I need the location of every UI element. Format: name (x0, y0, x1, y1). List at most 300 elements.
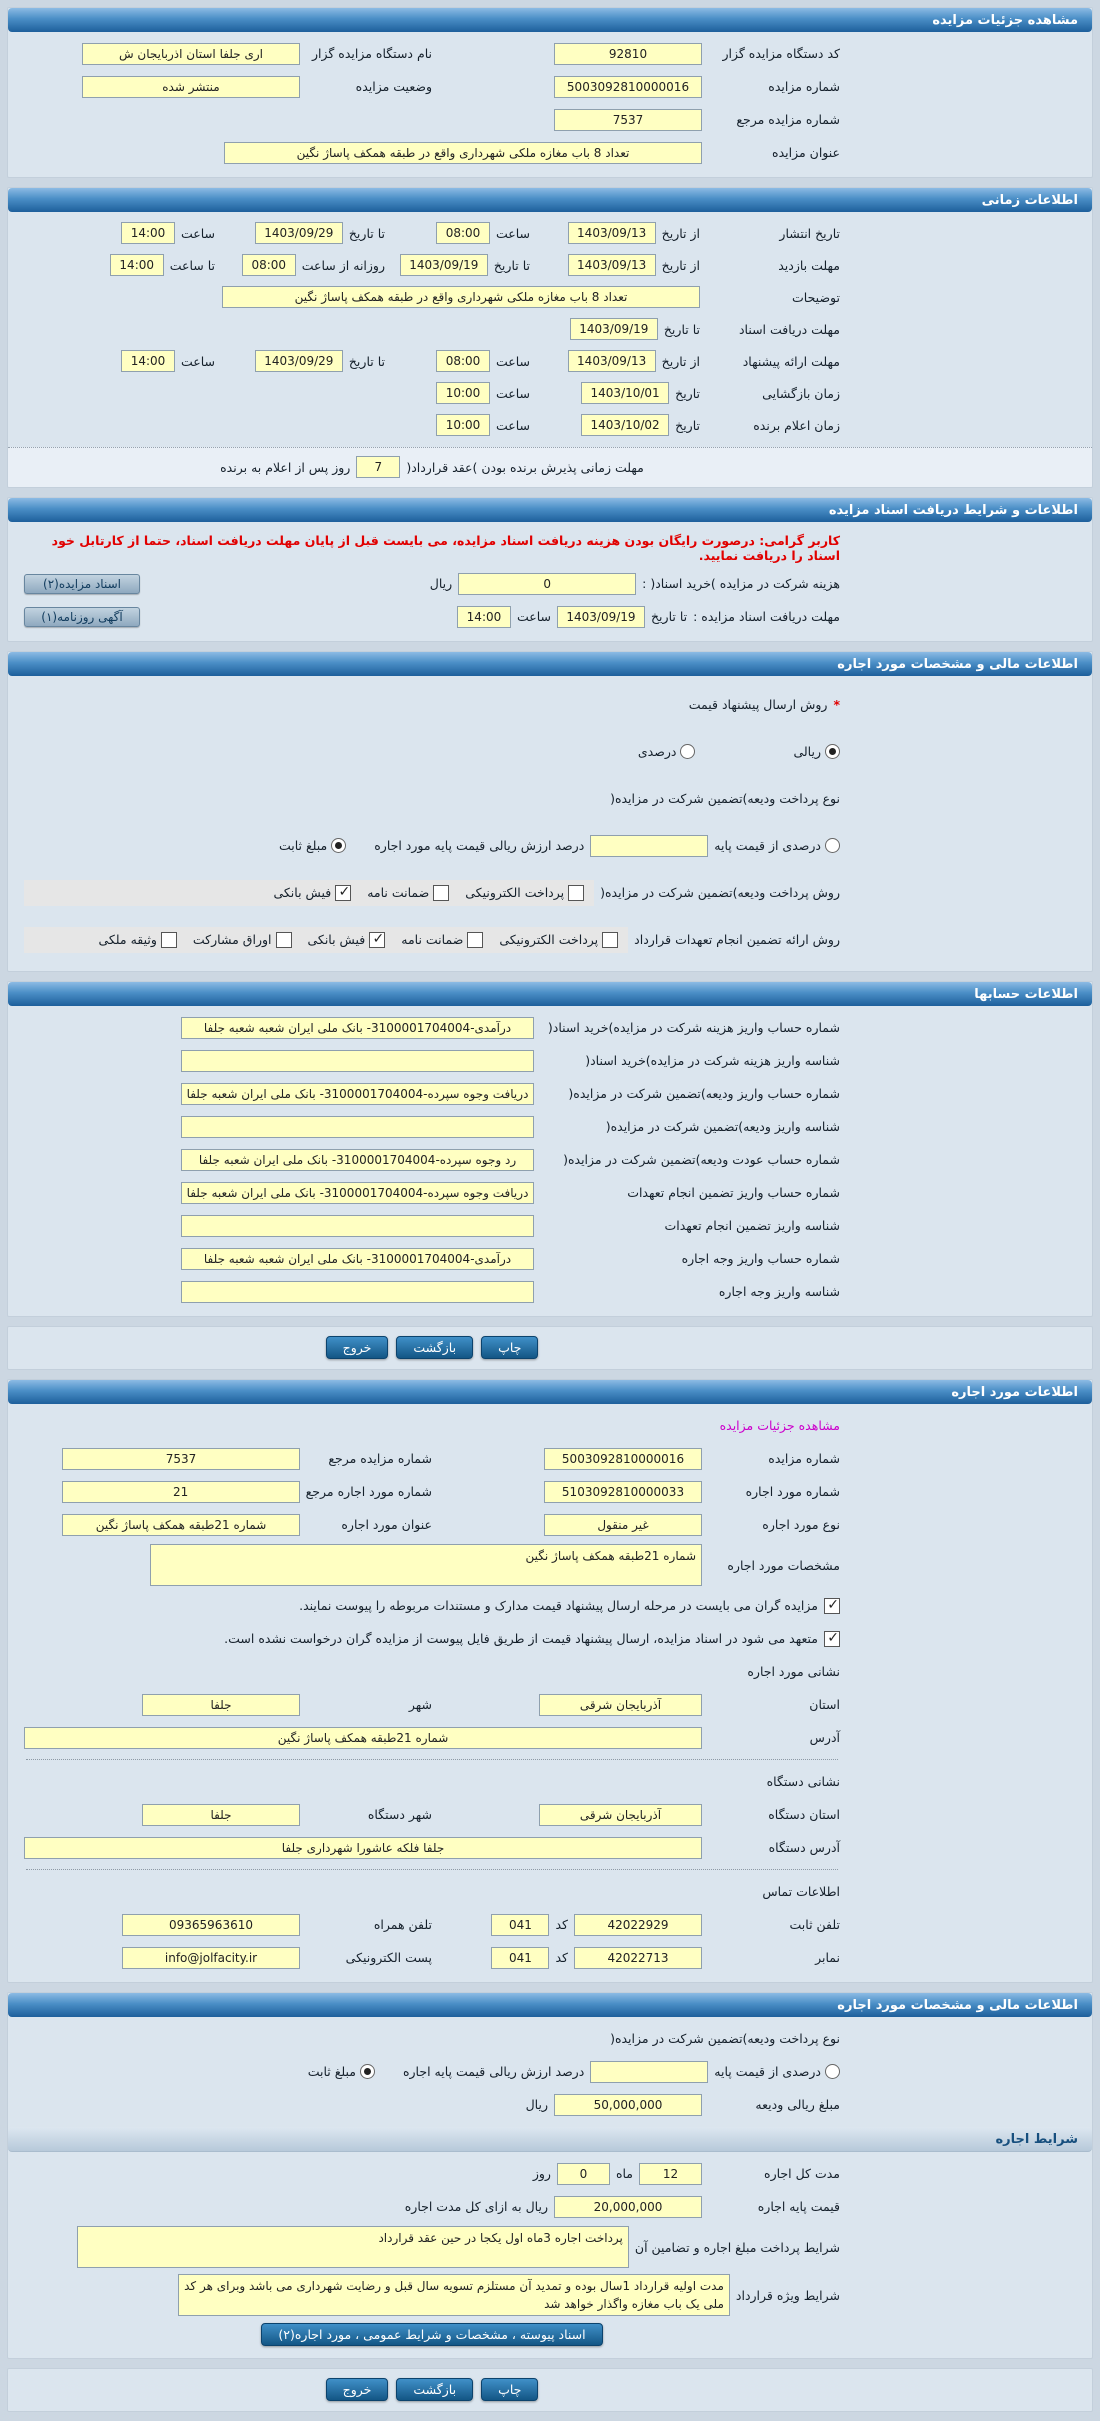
daily-from-time-label: روزانه از ساعت (301, 257, 385, 273)
rental-auction-number-input[interactable] (544, 1448, 702, 1470)
rental-type-label: نوع مورد اجاره (762, 1517, 840, 1532)
timing-title: اطلاعات زمانی (981, 192, 1078, 208)
deposit-amount-label: مبلغ ریالی ودیعه (755, 2097, 840, 2112)
account-value-input[interactable] (181, 1281, 534, 1303)
deposit-type-row (18, 775, 846, 822)
price-method-label: روش ارسال پیشنهاد قیمت (688, 697, 828, 712)
timing-header (8, 188, 1092, 212)
no-file-request-checkbox[interactable] (824, 1631, 840, 1647)
rental-title-field (24, 1514, 432, 1536)
rental-item-ref-label: شماره مورد اجاره مرجع (305, 1484, 432, 1499)
participation-bonds-label: اوراق مشارکت (192, 932, 272, 947)
to-date-label: تا تاریخ (663, 321, 700, 337)
time-label: ساعت (180, 353, 215, 369)
account-value-input[interactable] (181, 1050, 534, 1072)
percent-of-base-label: درصدی از قیمت پایه (714, 2064, 821, 2079)
winner-date-input[interactable] (581, 414, 669, 436)
time-label: ساعت (495, 417, 530, 433)
publish-to-date-input[interactable] (255, 222, 343, 244)
publish-from-date-input[interactable] (568, 222, 656, 244)
bottom-actions-band (7, 2368, 1093, 2412)
fax-row (18, 1941, 846, 1974)
accounts-section (7, 981, 1093, 1317)
lease-terms-header (8, 2127, 1092, 2152)
epay-checkbox[interactable] (602, 932, 618, 948)
price-method-options-row (18, 728, 846, 775)
rial-radio[interactable] (825, 744, 840, 759)
account-value-input[interactable] (181, 1116, 534, 1138)
deposit-payment-method-row (18, 869, 846, 916)
rental-auction-number-label: شماره مزایده (768, 1451, 840, 1466)
deposit-amount-unit: ریال (525, 2097, 548, 2112)
print-button-bottom[interactable]: چاپ (481, 2378, 538, 2401)
timing-body (18, 217, 846, 441)
rental-city-field (24, 1694, 432, 1716)
rental-financial-section (7, 1992, 1093, 2359)
account-row (18, 1176, 846, 1209)
documents-title: اطلاعات و شرایط دریافت اسناد مزایده (828, 502, 1078, 518)
participation-bonds-checkbox[interactable] (276, 932, 292, 948)
documents-header (8, 498, 1092, 522)
payment-terms-textarea[interactable] (77, 2226, 629, 2268)
opening-time-input[interactable] (436, 382, 490, 404)
auction-number-row (18, 70, 846, 103)
months-label: ماه (615, 2166, 633, 2181)
account-row (18, 1044, 846, 1077)
deposit-type-label: نوع پرداخت ودیعه)تضمین شرکت در مزایده( (610, 2031, 840, 2046)
auction-documents-button[interactable]: اسناد مزایده(۲) (24, 574, 140, 594)
special-terms-label: شرایط ویژه قرارداد (735, 2287, 840, 2303)
fax-label: نمابر (815, 1950, 840, 1965)
org-address-section-label: نشانی دستگاه (766, 1774, 840, 1789)
acceptance-label: مهلت زمانی پذیرش برنده بودن )عقد قرارداد( (406, 459, 644, 475)
rental-auction-ref-field (24, 1448, 432, 1470)
lease-months-input[interactable] (639, 2163, 702, 2185)
to-date-label: تا تاریخ (493, 257, 530, 273)
org-province-row (18, 1798, 846, 1831)
org-address-label: آدرس دستگاه (768, 1840, 840, 1855)
auction-details-page (7, 7, 1093, 2412)
account-value-input[interactable] (181, 1248, 534, 1270)
view-auction-details-link[interactable]: مشاهده جزئیات مزایده (719, 1418, 840, 1433)
financial-header (8, 652, 1092, 676)
bank-receipt-checkbox[interactable] (369, 932, 385, 948)
time-label: ساعت (495, 353, 530, 369)
offer-from-time-input[interactable] (436, 350, 490, 372)
rental-item-number-input[interactable] (544, 1481, 702, 1503)
lease-terms-title: شرایط اجاره (995, 2131, 1078, 2147)
special-terms-row (18, 2271, 846, 2319)
fixed-amount-option (308, 2064, 375, 2079)
bank-receipt-option (308, 932, 386, 948)
documents-body (18, 527, 846, 633)
visit-from-date-input[interactable] (568, 254, 656, 276)
description-label: توضیحات (792, 289, 840, 305)
guarantee-letter-option (367, 885, 449, 901)
percent-option-label: درصدی (637, 744, 677, 759)
account-row (18, 1209, 846, 1242)
contact-section-label: اطلاعات تماس (762, 1884, 840, 1899)
org-province-input[interactable] (539, 1804, 702, 1826)
rental-item-body (18, 1409, 846, 1974)
contract-guarantee-options-strip (24, 927, 628, 953)
rental-title-label: عنوان مورد اجاره (341, 1517, 432, 1532)
rental-item-ref-input[interactable] (62, 1481, 300, 1503)
publish-from-time-input[interactable] (436, 222, 490, 244)
rental-address-section-row (18, 1655, 846, 1688)
rental-type-input[interactable] (544, 1514, 702, 1536)
auction-details-body (18, 37, 846, 169)
payment-terms-row (18, 2223, 846, 2271)
deadline-date-input[interactable] (557, 606, 645, 628)
device-name-input[interactable] (82, 43, 300, 65)
rental-city-input[interactable] (142, 1694, 300, 1716)
percent-of-base-radio[interactable] (825, 838, 840, 853)
deposit-payment-method-label: روش پرداخت ودیعه)تضمین شرکت در مزایده( (600, 885, 840, 900)
visit-to-time-input[interactable] (110, 254, 164, 276)
org-city-input[interactable] (142, 1804, 300, 1826)
rental-type-field (432, 1514, 840, 1536)
rental-address-section-label: نشانی مورد اجاره (747, 1664, 840, 1679)
guarantee-letter-label: ضمانت نامه (367, 885, 430, 900)
rial-option (793, 744, 840, 759)
percent-of-base-suffix: درصد ارزش ریالی قیمت پایه اجاره (402, 2064, 585, 2079)
details-link-row (18, 1409, 846, 1442)
account-row (18, 1011, 846, 1044)
phone-code-input[interactable] (491, 1914, 549, 1936)
ref-number-label: شماره مزایده مرجع (736, 112, 840, 127)
device-name-label: نام دستگاه مزایده گزار (311, 46, 432, 61)
org-province-field (432, 1804, 840, 1826)
rental-province-label: استان (809, 1697, 840, 1712)
rental-title-input[interactable] (62, 1514, 300, 1536)
rental-city-label: شهر (408, 1697, 432, 1712)
auction-details-header (8, 8, 1092, 32)
acceptance-suffix: روز پس از اعلام به برنده (220, 459, 351, 475)
bank-receipt-label: فیش بانکی (273, 885, 332, 900)
rental-address-row (18, 1721, 846, 1754)
rental-auction-ref-input[interactable] (62, 1448, 300, 1470)
device-row (18, 37, 846, 70)
phone-row (18, 1908, 846, 1941)
org-address-row (18, 1831, 846, 1864)
device-name-field (24, 43, 432, 65)
property-collateral-checkbox[interactable] (161, 932, 177, 948)
epay-checkbox[interactable] (568, 885, 584, 901)
time-label: ساعت (495, 225, 530, 241)
time-label: ساعت (495, 385, 530, 401)
account-row (18, 1242, 846, 1275)
timing-section (7, 187, 1093, 488)
docs-deadline-label: مهلت دریافت اسناد (738, 321, 840, 337)
from-date-label: از تاریخ (661, 225, 700, 241)
rental-address-input[interactable] (24, 1727, 702, 1749)
fixed-amount-radio[interactable] (331, 838, 346, 853)
visit-to-date-input[interactable] (400, 254, 488, 276)
print-button[interactable]: چاپ (481, 1336, 538, 1359)
epay-label: پرداخت الکترونیکی (499, 932, 599, 947)
auction-number-input[interactable] (554, 76, 702, 98)
deposit-amount-input[interactable] (554, 2094, 702, 2116)
percent-radio[interactable] (680, 744, 695, 759)
rental-item-number-label: شماره مورد اجاره (745, 1484, 840, 1499)
publish-to-time-input[interactable] (121, 222, 175, 244)
rental-province-input[interactable] (539, 1694, 702, 1716)
offer-to-time-input[interactable] (121, 350, 175, 372)
offer-row (18, 345, 846, 377)
account-value-input[interactable] (181, 1149, 534, 1171)
account-row (18, 1143, 846, 1176)
description-input[interactable] (222, 286, 700, 308)
rental-auction-number-row (18, 1442, 846, 1475)
fixed-amount-label: مبلغ ثابت (278, 838, 328, 853)
lease-duration-row (18, 2157, 846, 2190)
phone-code-label: کد (555, 1917, 568, 1932)
rental-auction-ref-label: شماره مزایده مرجع (328, 1451, 432, 1466)
rental-item-number-field (432, 1481, 840, 1503)
account-label: شماره حساب واریز ودیعه)تضمین شرکت در مزایده( (568, 1086, 840, 1101)
publish-row (18, 217, 846, 249)
opening-label: زمان بازگشایی (762, 385, 840, 401)
contract-guarantee-method-row (18, 916, 846, 963)
fax-code-label: کد (555, 1950, 568, 1965)
fixed-amount-radio[interactable] (360, 2064, 375, 2079)
accounts-header (8, 982, 1092, 1006)
divider (26, 1869, 838, 1870)
visit-label: مهلت بازدید (778, 257, 840, 273)
deposit-type-label: نوع پرداخت ودیعه)تضمین شرکت در مزایده( (610, 791, 840, 806)
auction-number-label: شماره مزایده (768, 79, 840, 94)
percent-option (638, 744, 696, 759)
epay-option (465, 885, 584, 901)
lease-duration-label: مدت کل اجاره (764, 2166, 840, 2181)
status-label: وضعیت مزایده (355, 79, 432, 94)
account-value-input[interactable] (181, 1017, 534, 1039)
account-label: شناسه واریز وجه اجاره (718, 1284, 840, 1299)
required-asterisk: * (833, 697, 840, 712)
offer-to-date-input[interactable] (255, 350, 343, 372)
lease-days-input[interactable] (557, 2163, 610, 2185)
account-row (18, 1077, 846, 1110)
lease-base-price-input[interactable] (554, 2196, 702, 2218)
rental-specs-label: مشخصات مورد اجاره (727, 1557, 840, 1573)
actions-band (7, 1326, 1093, 1370)
rental-province-field (432, 1694, 840, 1716)
back-button-bottom[interactable]: بازگشت (396, 2378, 473, 2401)
account-value-input[interactable] (181, 1083, 534, 1105)
acceptance-days-input[interactable] (356, 456, 400, 478)
property-collateral-label: وثیقه ملکی (98, 932, 157, 947)
account-label: شماره حساب واریز تضمین انجام تعهدات (627, 1185, 840, 1200)
winner-label: زمان اعلام برنده (753, 417, 840, 433)
accounts-body (18, 1011, 846, 1308)
email-label: پست الکترونیکی (345, 1950, 432, 1965)
to-time-label: تا ساعت (169, 257, 215, 273)
documents-section (7, 497, 1093, 642)
percent-of-base-input[interactable] (590, 2061, 708, 2083)
bottom-actions-row (18, 2374, 846, 2405)
mobile-input[interactable] (122, 1914, 300, 1936)
date-label: تاریخ (675, 385, 700, 401)
deposit-amount-row (18, 2088, 846, 2121)
fixed-amount-option (279, 838, 346, 853)
visit-daily-from-time-input[interactable] (242, 254, 296, 276)
email-field (24, 1947, 432, 1969)
attachment-required-checkbox[interactable] (824, 1598, 840, 1614)
bank-receipt-option (273, 885, 351, 901)
exit-button[interactable]: خروج (326, 1336, 389, 1359)
rental-item-number-row (18, 1475, 846, 1508)
phone-input[interactable] (574, 1914, 702, 1936)
no-file-request-row (18, 1622, 846, 1655)
mobile-field (24, 1914, 432, 1936)
device-code-label: کد دستگاه مزایده گزار (722, 46, 840, 61)
guarantee-letter-label: ضمانت نامه (401, 932, 464, 947)
org-province-label: استان دستگاه (768, 1807, 840, 1822)
from-date-label: از تاریخ (661, 257, 700, 273)
payment-terms-label: شرایط پرداخت مبلغ اجاره و تضامین آن (634, 2239, 840, 2255)
guarantee-letter-checkbox[interactable] (467, 932, 483, 948)
percent-of-base-option (714, 2064, 840, 2079)
device-code-input[interactable] (554, 43, 702, 65)
org-city-label: شهر دستگاه (367, 1807, 432, 1822)
auction-details-section (7, 7, 1093, 178)
org-city-field (24, 1804, 432, 1826)
ref-number-row (18, 103, 846, 136)
description-row (18, 281, 846, 313)
contact-section-row (18, 1875, 846, 1908)
deposit-type-options-row (18, 2055, 846, 2088)
rental-item-ref-field (24, 1481, 432, 1503)
fee-label: هزینه شرکت در مزایده )خرید اسناد( : (642, 576, 840, 591)
guarantee-letter-checkbox[interactable] (433, 885, 449, 901)
actions-row (18, 1332, 846, 1363)
attachment-required-row (18, 1589, 846, 1622)
rental-financial-body (18, 2022, 846, 2121)
financial-title: اطلاعات مالی و مشخصات مورد اجاره (837, 656, 1078, 672)
winner-time-input[interactable] (436, 414, 490, 436)
rial-option-label: ریالی (793, 744, 821, 759)
email-input[interactable] (122, 1947, 300, 1969)
percent-of-base-label: درصدی از قیمت پایه (714, 838, 821, 853)
deposit-payment-options-strip (24, 880, 594, 906)
fax-code-input[interactable] (491, 1947, 549, 1969)
special-terms-textarea[interactable] (178, 2274, 730, 2316)
guarantee-letter-option (401, 932, 483, 948)
status-input[interactable] (82, 76, 300, 98)
from-date-label: از تاریخ (661, 353, 700, 369)
back-button[interactable]: بازگشت (396, 1336, 473, 1359)
attachment-required-label: مزایده گران می بایست در مرحله ارسال پیشنهاد قیمت مدارک و مستندات مربوطه را پیوست نمایند. (299, 1598, 818, 1613)
to-date-label: تا تاریخ (348, 353, 385, 369)
bank-receipt-label: فیش بانکی (307, 932, 366, 947)
offer-label: مهلت ارائه پیشنهاد (742, 353, 840, 369)
auction-title-input[interactable] (224, 142, 702, 164)
lease-base-price-label: قیمت پایه اجاره (757, 2199, 840, 2214)
deposit-type-row (18, 2022, 846, 2055)
acceptance-row (18, 456, 846, 478)
auction-number-field (432, 76, 840, 98)
device-code-field (432, 43, 840, 65)
publish-label: تاریخ انتشار (779, 225, 840, 241)
rental-type-row (18, 1508, 846, 1541)
visit-row (18, 249, 846, 281)
lease-base-price-row (18, 2190, 846, 2223)
deadline-date-label: تا تاریخ (650, 609, 688, 624)
rental-specs-textarea[interactable] (150, 1544, 702, 1586)
percent-of-base-radio[interactable] (825, 2064, 840, 2079)
account-label: شناسه واریز تضمین انجام تعهدات (664, 1218, 840, 1233)
financial-section (7, 651, 1093, 972)
lease-base-price-suffix: ریال به ازای کل مدت اجاره (404, 2199, 548, 2214)
fax-field (432, 1947, 840, 1969)
ref-number-input[interactable] (554, 109, 702, 131)
days-label: روز (532, 2166, 551, 2181)
rental-item-section (7, 1379, 1093, 1983)
rental-item-header (8, 1380, 1092, 1404)
rental-item-title: اطلاعات مورد اجاره (951, 1384, 1078, 1400)
account-label: شناسه واریز ودیعه)تضمین شرکت در مزایده( (605, 1119, 840, 1134)
account-label: شماره حساب عودت ودیعه)تضمین شرکت در مزایده( (563, 1152, 840, 1167)
newspaper-ad-button[interactable]: آگهی روزنامه(۱) (24, 607, 140, 627)
property-collateral-option (98, 932, 176, 948)
deadline-time-input[interactable] (457, 606, 511, 628)
mobile-label: تلفن همراه (373, 1917, 432, 1932)
deadline-time-label: ساعت (516, 609, 551, 624)
fee-input[interactable] (458, 573, 636, 595)
account-value-input[interactable] (181, 1182, 534, 1204)
account-row (18, 1110, 846, 1143)
opening-date-input[interactable] (581, 382, 669, 404)
docs-deadline-date-input[interactable] (570, 318, 658, 340)
docs-deadline-detail-row (18, 600, 846, 633)
deposit-type-options-row (18, 822, 846, 869)
bank-receipt-checkbox[interactable] (335, 885, 351, 901)
accounts-title: اطلاعات حسابها (974, 986, 1078, 1002)
org-address-input[interactable] (24, 1837, 702, 1859)
account-value-input[interactable] (181, 1215, 534, 1237)
financial-body (18, 681, 846, 963)
date-label: تاریخ (675, 417, 700, 433)
attachments-specs-button[interactable]: اسناد پیوسته ، مشخصات و شرایط عمومی ، مورد اجاره(۲) (261, 2323, 602, 2346)
deadline-label: مهلت دریافت اسناد مزایده : (693, 609, 840, 624)
opening-row (18, 377, 846, 409)
divider (26, 1759, 838, 1760)
fax-input[interactable] (574, 1947, 702, 1969)
auction-details-title: مشاهده جزئیات مزایده (932, 12, 1078, 28)
rental-address-label: آدرس (809, 1730, 840, 1745)
offer-from-date-input[interactable] (568, 350, 656, 372)
fixed-amount-label: مبلغ ثابت (307, 2064, 356, 2079)
percent-of-base-input[interactable] (590, 835, 708, 857)
fee-row (18, 567, 846, 600)
percent-of-base-suffix: درصد ارزش ریالی قیمت پایه مورد اجاره (374, 838, 585, 853)
rental-province-row (18, 1688, 846, 1721)
org-address-section-row (18, 1765, 846, 1798)
price-method-row (18, 681, 846, 728)
acceptance-band (8, 447, 1092, 487)
fee-unit-label: ریال (429, 576, 453, 591)
status-field (24, 76, 432, 98)
lease-terms-body (18, 2157, 846, 2350)
to-date-label: تا تاریخ (348, 225, 385, 241)
phone-label: تلفن ثابت (789, 1917, 840, 1932)
rental-financial-title: اطلاعات مالی و مشخصات مورد اجاره (837, 1997, 1078, 2013)
account-label: شماره حساب واریز هزینه شرکت در مزایده)خرید اسناد( (547, 1020, 840, 1035)
auction-title-label: عنوان مزایده (772, 145, 840, 160)
exit-button-bottom[interactable]: خروج (326, 2378, 389, 2401)
rental-financial-header (8, 1993, 1092, 2017)
